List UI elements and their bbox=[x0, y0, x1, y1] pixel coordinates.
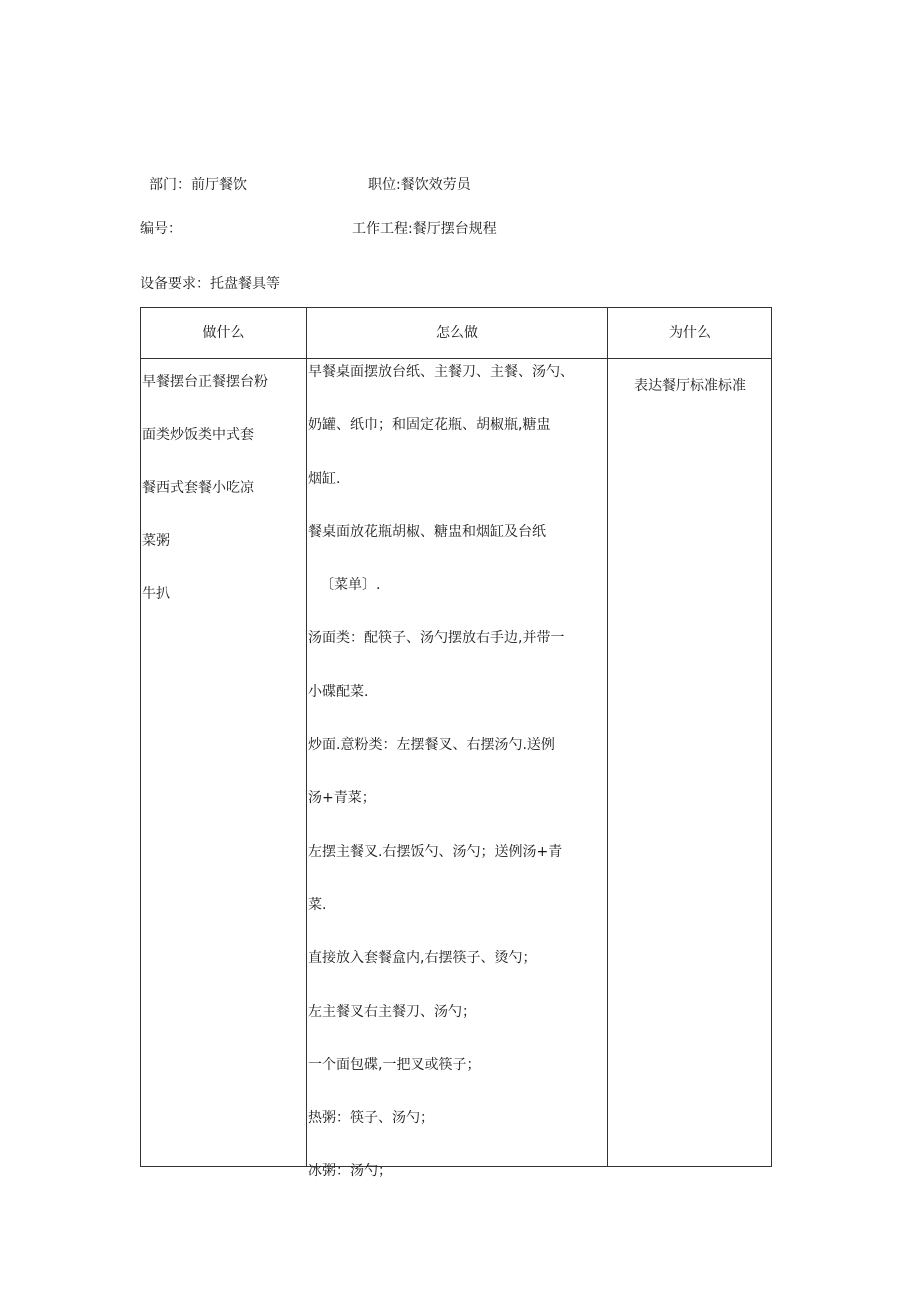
column-divider bbox=[306, 308, 307, 1166]
what-line: 早餐摆台正餐摆台粉 bbox=[142, 374, 268, 390]
how-line: 一个面包碟,一把叉或筷子； bbox=[308, 1056, 481, 1073]
how-line: 早餐桌面摆放台纸、主餐刀、主餐、汤勺、 bbox=[308, 364, 574, 380]
how-cell bbox=[308, 363, 604, 1216]
position-label: 职位:餐饮效劳员 bbox=[368, 177, 471, 193]
how-line: 热粥：筷子、汤勺； bbox=[308, 1110, 434, 1127]
project-label: 工作工程:餐厅摆台规程 bbox=[352, 221, 497, 237]
header-how: 怎么做 bbox=[436, 325, 478, 341]
header-what: 做什么 bbox=[202, 325, 245, 341]
header-divider bbox=[141, 358, 771, 359]
what-cell bbox=[142, 373, 302, 638]
what-line: 牛扒 bbox=[142, 586, 170, 602]
how-line: 汤+青菜； bbox=[308, 790, 376, 807]
column-divider bbox=[607, 308, 608, 1166]
equipment-label: 设备要求：托盘餐具等 bbox=[140, 276, 280, 292]
how-line: 奶罐、纸巾；和固定花瓶、胡椒瓶,糖盅 bbox=[308, 417, 551, 434]
what-line: 面类炒饭类中式套 bbox=[142, 427, 254, 443]
why-cell: 表达餐厅标准标准 bbox=[634, 378, 746, 394]
how-line: 〔菜单〕. bbox=[320, 577, 381, 594]
number-label: 编号： bbox=[140, 221, 182, 237]
how-line: 菜. bbox=[308, 896, 327, 913]
procedure-table bbox=[140, 307, 772, 1180]
how-line: 左主餐叉右主餐刀、汤勺； bbox=[308, 1003, 476, 1020]
header-why: 为什么 bbox=[669, 325, 711, 341]
how-line: 炒面.意粉类：左摆餐叉、右摆汤勺.送例 bbox=[308, 737, 555, 754]
how-line: 左摆主餐叉.右摆饭勺、汤勺；送例汤+青 bbox=[308, 843, 563, 860]
what-line: 菜粥 bbox=[142, 533, 170, 549]
how-line: 烟缸. bbox=[308, 470, 341, 487]
department-label: 部门：前厅餐饮 bbox=[149, 177, 247, 193]
how-line: 汤面类：配筷子、汤勺摆放右手边,并带一 bbox=[308, 630, 565, 647]
how-line: 小碟配菜. bbox=[308, 683, 369, 700]
what-line: 餐西式套餐小吃凉 bbox=[142, 480, 254, 496]
how-line: 餐桌面放花瓶胡椒、糖盅和烟缸及台纸 bbox=[308, 523, 546, 540]
how-line: 冰粥：汤勺； bbox=[308, 1163, 392, 1180]
how-line: 直接放入套餐盒内,右摆筷子、烫勺； bbox=[308, 950, 537, 967]
